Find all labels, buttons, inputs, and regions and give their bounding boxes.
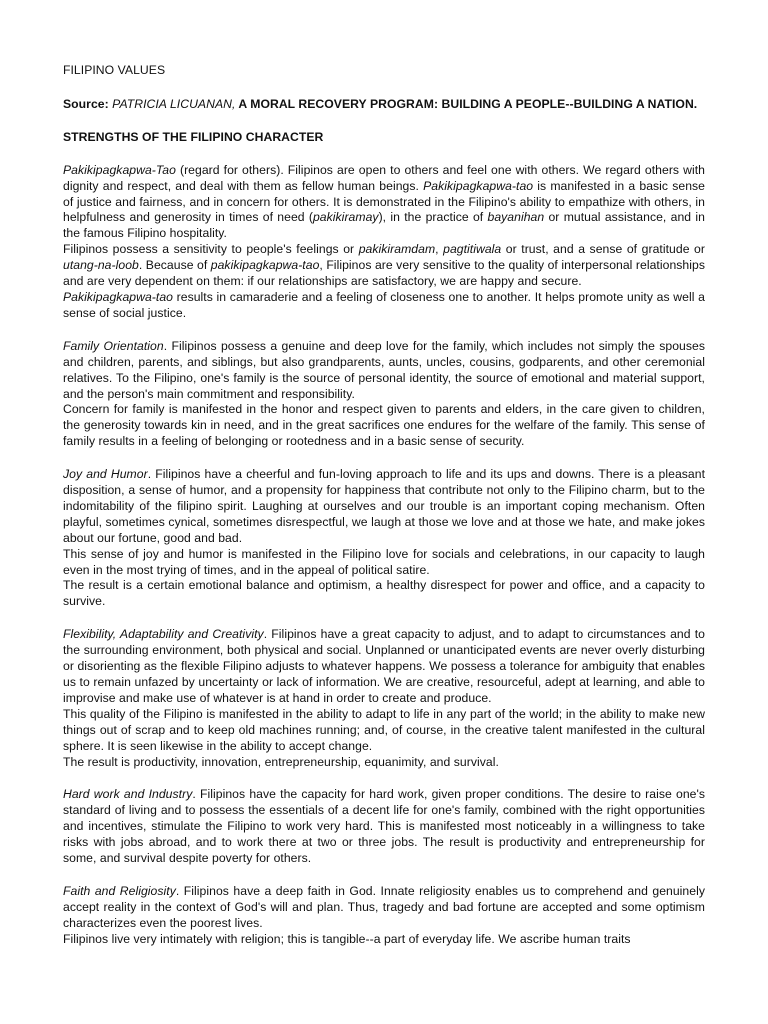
value-section <box>63 339 705 450</box>
value-section <box>63 884 705 948</box>
italic-term: Pakikipagkapwa-Tao <box>63 162 176 177</box>
body-paragraph <box>63 242 705 290</box>
body-paragraph <box>63 290 705 322</box>
source-author: PATRICIA LICUANAN, <box>112 96 236 111</box>
source-label: Source: <box>63 96 109 111</box>
text-run: . Filipinos have a great capacity to adjust, and to adapt to circumstances and to the surrounding environment, both physical and social. Unplanned or unanticipated events are never overly disturbing or disorienting as the flexible Filipino adjusts to whatever happens. We possess a tolerance for ambiguity that enables us to remain unfazed by uncertainty or lack of information. We are creative, resourceful, adept at learning, and able to improvise and make use of whatever is at hand in order to create and produce. <box>63 627 706 705</box>
text-run: , Filipinos are very sensitive to the quality of interpersonal relationships and are very dependent on them: if our relationships are satisfactory, we are happy and secure. <box>63 258 705 289</box>
text-run: (regard for others). Filipinos are open to others and feel one with others. We regard others with dignity and respect, and deal with them as fellow human beings. <box>63 162 705 193</box>
italic-term: Family Orientation <box>63 338 164 353</box>
text-run: The result is productivity, innovation, entrepreneurship, equanimity, and survival. <box>63 754 499 769</box>
italic-term: pakikipagkapwa-tao <box>210 258 320 273</box>
italic-term: pakikiramay <box>312 210 379 225</box>
italic-term: Joy and Humor <box>63 467 148 482</box>
body-paragraph <box>63 755 705 771</box>
text-run: . Filipinos have a cheerful and fun-loving approach to life and its ups and downs. There is a pleasant disposition, a sense of humor, and a propensity for happiness that contribute not only to the Filipino charm, but to the indomitability of the filipino spirit. Laughing at ourselves and our trouble is an important coping mechanism. Often playful, sometimes cynical, sometimes disrespectful, we laugh at those we love and at those we hate, and make jokes about our fortune, good and bad. <box>63 467 706 545</box>
document-title: FILIPINO VALUES <box>63 63 166 77</box>
italic-term: Pakikipagkapwa-tao <box>63 289 173 304</box>
italic-term: Flexibility, Adaptability and Creativity <box>63 627 264 642</box>
text-run: . Because of <box>138 258 211 273</box>
body-paragraph <box>63 547 705 579</box>
text-run: or mutual assistance, and in the famous Filipino hospitality. <box>63 210 705 241</box>
value-section <box>63 627 705 770</box>
body-paragraph <box>63 339 705 403</box>
text-run: Concern for family is manifested in the honor and respect given to parents and elders, in the care given to children, the generosity towards kin in need, and in the great sacrifices one endures for the welfare of the family. This sense of family results in a feeling of belonging or rootedness and in a basic sense of security. <box>63 402 705 449</box>
text-run: ), in the practice of <box>378 210 488 225</box>
italic-term: bayanihan <box>487 210 545 225</box>
body-paragraph <box>63 402 705 450</box>
body-paragraph <box>63 932 705 948</box>
text-run: , <box>435 242 444 257</box>
value-section <box>63 467 705 610</box>
italic-term: Pakikipagkapwa-tao <box>423 178 534 193</box>
value-section <box>63 163 705 322</box>
value-section <box>63 787 705 867</box>
text-run: results in camaraderie and a feeling of closeness one to another. It helps promote unity as well a sense of social justice. <box>63 289 705 320</box>
italic-term: utang-na-loob <box>63 258 139 273</box>
value-sections <box>63 163 705 948</box>
document-body <box>63 63 705 948</box>
italic-term: Faith and Religiosity <box>63 883 176 898</box>
italic-term: Hard work and Industry <box>63 787 193 802</box>
source-line <box>63 97 705 113</box>
body-paragraph <box>63 163 705 243</box>
source-work-title: A MORAL RECOVERY PROGRAM: BUILDING A PEOPLE--BUILDING A NATION. <box>238 96 698 111</box>
body-paragraph <box>63 884 705 932</box>
text-run: or trust, and a sense of gratitude or <box>501 242 705 257</box>
italic-term: pagtitiwala <box>443 242 502 257</box>
body-paragraph <box>63 787 705 867</box>
text-run: This quality of the Filipino is manifested in the ability to adapt to life in any part of the world; in the ability to make new things out of scrap and to keep old machines running; and, of course, in the creative talent manifested in the cultural sphere. It is seen likewise in the ability to accept change. <box>63 706 705 753</box>
body-paragraph <box>63 467 705 547</box>
text-run: The result is a certain emotional balance and optimism, a healthy disrespect for power and office, and a capacity to survive. <box>63 578 705 609</box>
text-run: . Filipinos possess a genuine and deep love for the family, which includes not simply the spouses and children, parents, and siblings, but also grandparents, aunts, uncles, cousins, godparents, and other ceremonial relatives. To the Filipino, one's family is the source of personal identity, the source of emotional and material support, and the person's main commitment and responsibility. <box>63 338 705 401</box>
italic-term: pakikiramdam <box>358 242 436 257</box>
text-run: . Filipinos have the capacity for hard work, given proper conditions. The desire to raise one's standard of living and to possess the essentials of a decent life for one's family, combined with the right opportunities and incentives, stimulate the Filipino to work very hard. This is manifested most noticeably in a willingness to take risks with jobs abroad, and to work there at two or three jobs. The result is productivity and entrepreneurship for some, and survival despite poverty for others. <box>63 787 706 866</box>
text-run: Filipinos live very intimately with religion; this is tangible--a part of everyday life. We ascribe human traits <box>63 931 631 946</box>
section-heading: STRENGTHS OF THE FILIPINO CHARACTER <box>63 129 324 144</box>
text-run: is manifested in a basic sense of justice and fairness, and in concern for others. It is demonstrated in the Filipino's ability to empathize with others, in helpfulness and generosity in times of need ( <box>63 178 705 225</box>
text-run: . Filipinos have a deep faith in God. Innate religiosity enables us to comprehend and genuinely accept reality in the context of God's will and plan. Thus, tragedy and bad fortune are accepted and some optimism characterizes even the poorest lives. <box>63 883 705 930</box>
body-paragraph <box>63 578 705 610</box>
body-paragraph <box>63 627 705 707</box>
body-paragraph <box>63 707 705 755</box>
text-run: Filipinos possess a sensitivity to people's feelings or <box>63 242 359 257</box>
text-run: This sense of joy and humor is manifested in the Filipino love for socials and celebrations, in our capacity to laugh even in the most trying of times, and in the appeal of political satire. <box>63 546 705 577</box>
